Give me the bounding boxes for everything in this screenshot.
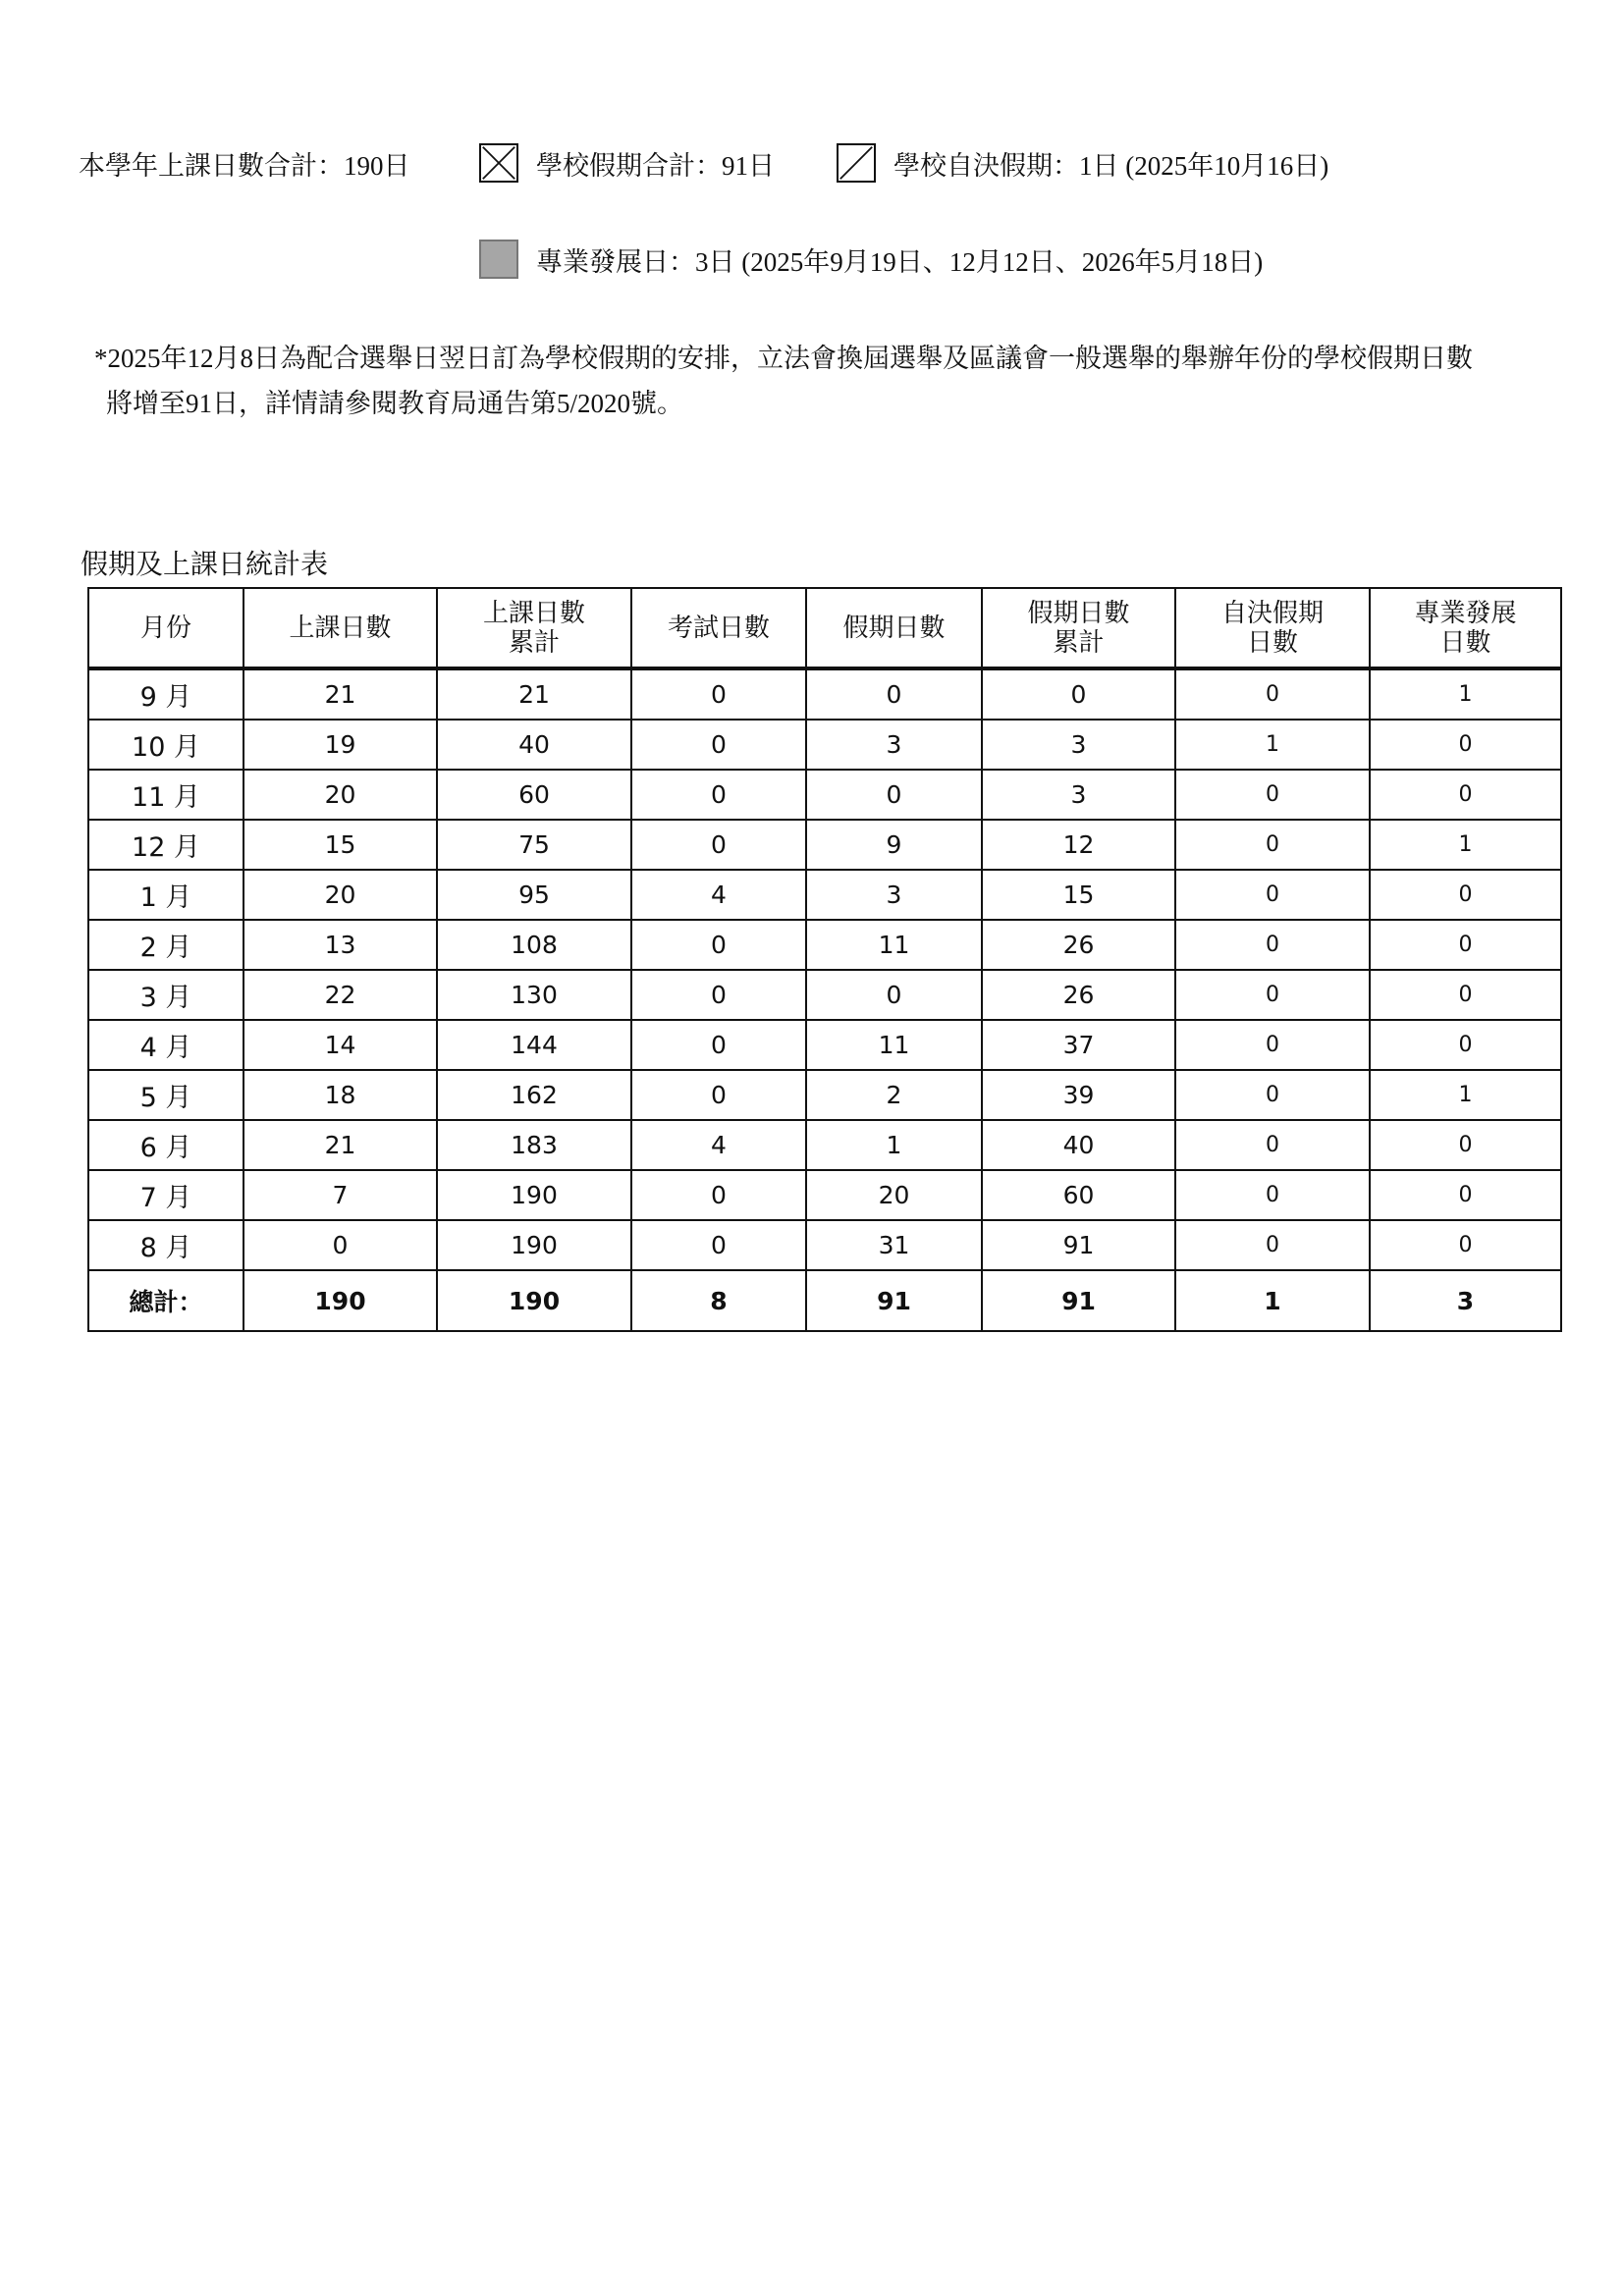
grey-box-icon: [479, 240, 518, 279]
table-cell: 4: [631, 1120, 806, 1170]
crossed-box-icon: [479, 143, 518, 183]
table-cell: 0: [631, 1020, 806, 1070]
table-cell: 91: [982, 1270, 1175, 1331]
table-cell: 1: [1370, 668, 1561, 720]
table-cell: 20: [244, 770, 437, 820]
table-cell: 0: [982, 668, 1175, 720]
column-header: [806, 588, 982, 668]
table-cell: 0: [1175, 1220, 1370, 1270]
table-cell: 162: [437, 1070, 631, 1120]
table-body: [88, 668, 1561, 1331]
professional-dev-legend: [479, 232, 1263, 287]
column-header: [437, 588, 631, 668]
table-cell: 14: [244, 1020, 437, 1070]
table-cell: 11: [806, 920, 982, 970]
table-cell: 0: [1175, 870, 1370, 920]
table-cell: 91: [982, 1220, 1175, 1270]
table-cell: 95: [437, 870, 631, 920]
table-cell: 91: [806, 1270, 982, 1331]
month-cell: 12 月: [88, 820, 244, 870]
table-cell: 0: [631, 668, 806, 720]
table-cell: 3: [806, 720, 982, 770]
month-cell: 7 月: [88, 1170, 244, 1220]
table-cell: 21: [437, 668, 631, 720]
table-row: [88, 870, 1561, 920]
holiday-note: [94, 336, 1538, 426]
column-header-line: 自決假期: [1220, 598, 1324, 628]
table-row: [88, 820, 1561, 870]
table-cell: 0: [1370, 1220, 1561, 1270]
column-header: [1175, 588, 1370, 668]
table-cell: 0: [806, 770, 982, 820]
table-cell: 0: [1370, 970, 1561, 1020]
table-cell: 190: [244, 1270, 437, 1331]
table-cell: 20: [244, 870, 437, 920]
legend-row: [79, 135, 1551, 190]
table-cell: 1: [1175, 1270, 1370, 1331]
table-row: [88, 1120, 1561, 1170]
note-line-1: *2025年12月8日為配合選舉日翌日訂為學校假期的安排，立法會換屆選舉及區議會一般選舉的舉辦年份的學校假期日數: [94, 344, 1473, 373]
table-cell: 3: [1370, 1270, 1561, 1331]
professional-dev-text: 專業發展日：3日 (2025年9月19日、12月12日、2026年5月18日): [536, 246, 1264, 277]
column-header-line: 日數: [1439, 627, 1491, 658]
table-cell: 21: [244, 668, 437, 720]
table-cell: 11: [806, 1020, 982, 1070]
table-cell: 3: [982, 770, 1175, 820]
month-cell: 3 月: [88, 970, 244, 1020]
table-cell: 2: [806, 1070, 982, 1120]
table-cell: 60: [437, 770, 631, 820]
table-cell: 0: [1175, 1070, 1370, 1120]
table-cell: 31: [806, 1220, 982, 1270]
table-row: [88, 920, 1561, 970]
column-header-line: 上課日數: [289, 613, 392, 643]
table-cell: 4: [631, 870, 806, 920]
column-header-line: 專業發展: [1414, 598, 1517, 628]
column-header: [1370, 588, 1561, 668]
table-cell: 190: [437, 1220, 631, 1270]
column-header-line: 上課日數: [482, 598, 585, 628]
table-cell: 130: [437, 970, 631, 1020]
school-days-total: 本學年上課日數合計：190日: [79, 150, 410, 181]
table-row: [88, 668, 1561, 720]
table-cell: 0: [631, 720, 806, 770]
table-cell: 22: [244, 970, 437, 1020]
table-row: [88, 1020, 1561, 1070]
table-cell: 190: [437, 1170, 631, 1220]
column-header: [244, 588, 437, 668]
diagonal-box-icon: [837, 143, 876, 183]
table-cell: 183: [437, 1120, 631, 1170]
table-cell: 0: [631, 770, 806, 820]
column-header-line: 累計: [1053, 627, 1105, 658]
table-cell: 8: [631, 1270, 806, 1331]
table-cell: 7: [244, 1170, 437, 1220]
table-cell: 108: [437, 920, 631, 970]
table-cell: 1: [1370, 1070, 1561, 1120]
table-cell: 40: [982, 1120, 1175, 1170]
table-cell: 144: [437, 1020, 631, 1070]
table-cell: 21: [244, 1120, 437, 1170]
table-cell: 0: [1175, 820, 1370, 870]
table-cell: 0: [806, 970, 982, 1020]
column-header-line: 考試日數: [667, 613, 770, 643]
month-cell: 1 月: [88, 870, 244, 920]
table-cell: 0: [631, 1070, 806, 1120]
table-cell: 40: [437, 720, 631, 770]
table-cell: 0: [1370, 870, 1561, 920]
table-row: [88, 720, 1561, 770]
table-cell: 0: [1175, 1170, 1370, 1220]
table-cell: 0: [1175, 668, 1370, 720]
holiday-stats-table: [87, 587, 1562, 1332]
table-cell: 26: [982, 920, 1175, 970]
column-header-line: 假期日數: [842, 613, 946, 643]
school-holiday-legend: [479, 135, 775, 190]
table-cell: 18: [244, 1070, 437, 1120]
month-cell: 11 月: [88, 770, 244, 820]
month-cell: 4 月: [88, 1020, 244, 1070]
month-cell: 5 月: [88, 1070, 244, 1120]
table-cell: 13: [244, 920, 437, 970]
table-cell: 0: [631, 1170, 806, 1220]
table-cell: 19: [244, 720, 437, 770]
table-header-row: [88, 588, 1561, 668]
table-cell: 0: [631, 970, 806, 1020]
table-row: [88, 1070, 1561, 1120]
table-cell: 0: [1175, 1120, 1370, 1170]
column-header: [631, 588, 806, 668]
table-cell: 15: [982, 870, 1175, 920]
note-line-2: 將增至91日，詳情請參閱教育局通告第5/2020號。: [106, 389, 684, 418]
column-header-line: 假期日數: [1027, 598, 1130, 628]
table-row: [88, 1220, 1561, 1270]
table-cell: 75: [437, 820, 631, 870]
school-holiday-total: 學校假期合計：91日: [536, 150, 775, 181]
table-row: [88, 970, 1561, 1020]
column-header-line: 日數: [1246, 627, 1298, 658]
month-cell: 9 月: [88, 668, 244, 720]
table-cell: 20: [806, 1170, 982, 1220]
table-cell: 1: [1370, 820, 1561, 870]
table-cell: 0: [1370, 720, 1561, 770]
month-cell: 6 月: [88, 1120, 244, 1170]
table-cell: 26: [982, 970, 1175, 1020]
table-cell: 9: [806, 820, 982, 870]
table-cell: 0: [1370, 770, 1561, 820]
table-row: [88, 1170, 1561, 1220]
table-cell: 0: [1370, 1120, 1561, 1170]
total-row: [88, 1270, 1561, 1331]
table-cell: 37: [982, 1020, 1175, 1070]
total-label: 總計：: [88, 1270, 244, 1331]
table-caption: 假期及上課日統計表: [81, 548, 329, 580]
column-header-line: 累計: [508, 627, 560, 658]
table-cell: 3: [982, 720, 1175, 770]
table-cell: 12: [982, 820, 1175, 870]
month-cell: 2 月: [88, 920, 244, 970]
table-cell: 0: [1370, 1170, 1561, 1220]
table-row: [88, 770, 1561, 820]
column-header-line: 月份: [139, 613, 191, 643]
table-cell: 0: [1370, 920, 1561, 970]
month-cell: 10 月: [88, 720, 244, 770]
table-cell: 3: [806, 870, 982, 920]
table-cell: 0: [806, 668, 982, 720]
table-cell: 39: [982, 1070, 1175, 1120]
discretionary-holiday-legend: [837, 135, 1328, 190]
table-cell: 0: [1175, 970, 1370, 1020]
table-cell: 190: [437, 1270, 631, 1331]
column-header: [88, 588, 244, 668]
table-cell: 0: [631, 1220, 806, 1270]
table-cell: 15: [244, 820, 437, 870]
table-cell: 1: [806, 1120, 982, 1170]
table-cell: 60: [982, 1170, 1175, 1220]
table-cell: 0: [244, 1220, 437, 1270]
table-cell: 0: [631, 920, 806, 970]
table-cell: 0: [1175, 1020, 1370, 1070]
table-cell: 0: [631, 820, 806, 870]
table-cell: 0: [1175, 920, 1370, 970]
table-cell: 1: [1175, 720, 1370, 770]
column-header: [982, 588, 1175, 668]
month-cell: 8 月: [88, 1220, 244, 1270]
discretionary-holiday-text: 學校自決假期：1日 (2025年10月16日): [893, 150, 1329, 181]
table-cell: 0: [1175, 770, 1370, 820]
table-cell: 0: [1370, 1020, 1561, 1070]
